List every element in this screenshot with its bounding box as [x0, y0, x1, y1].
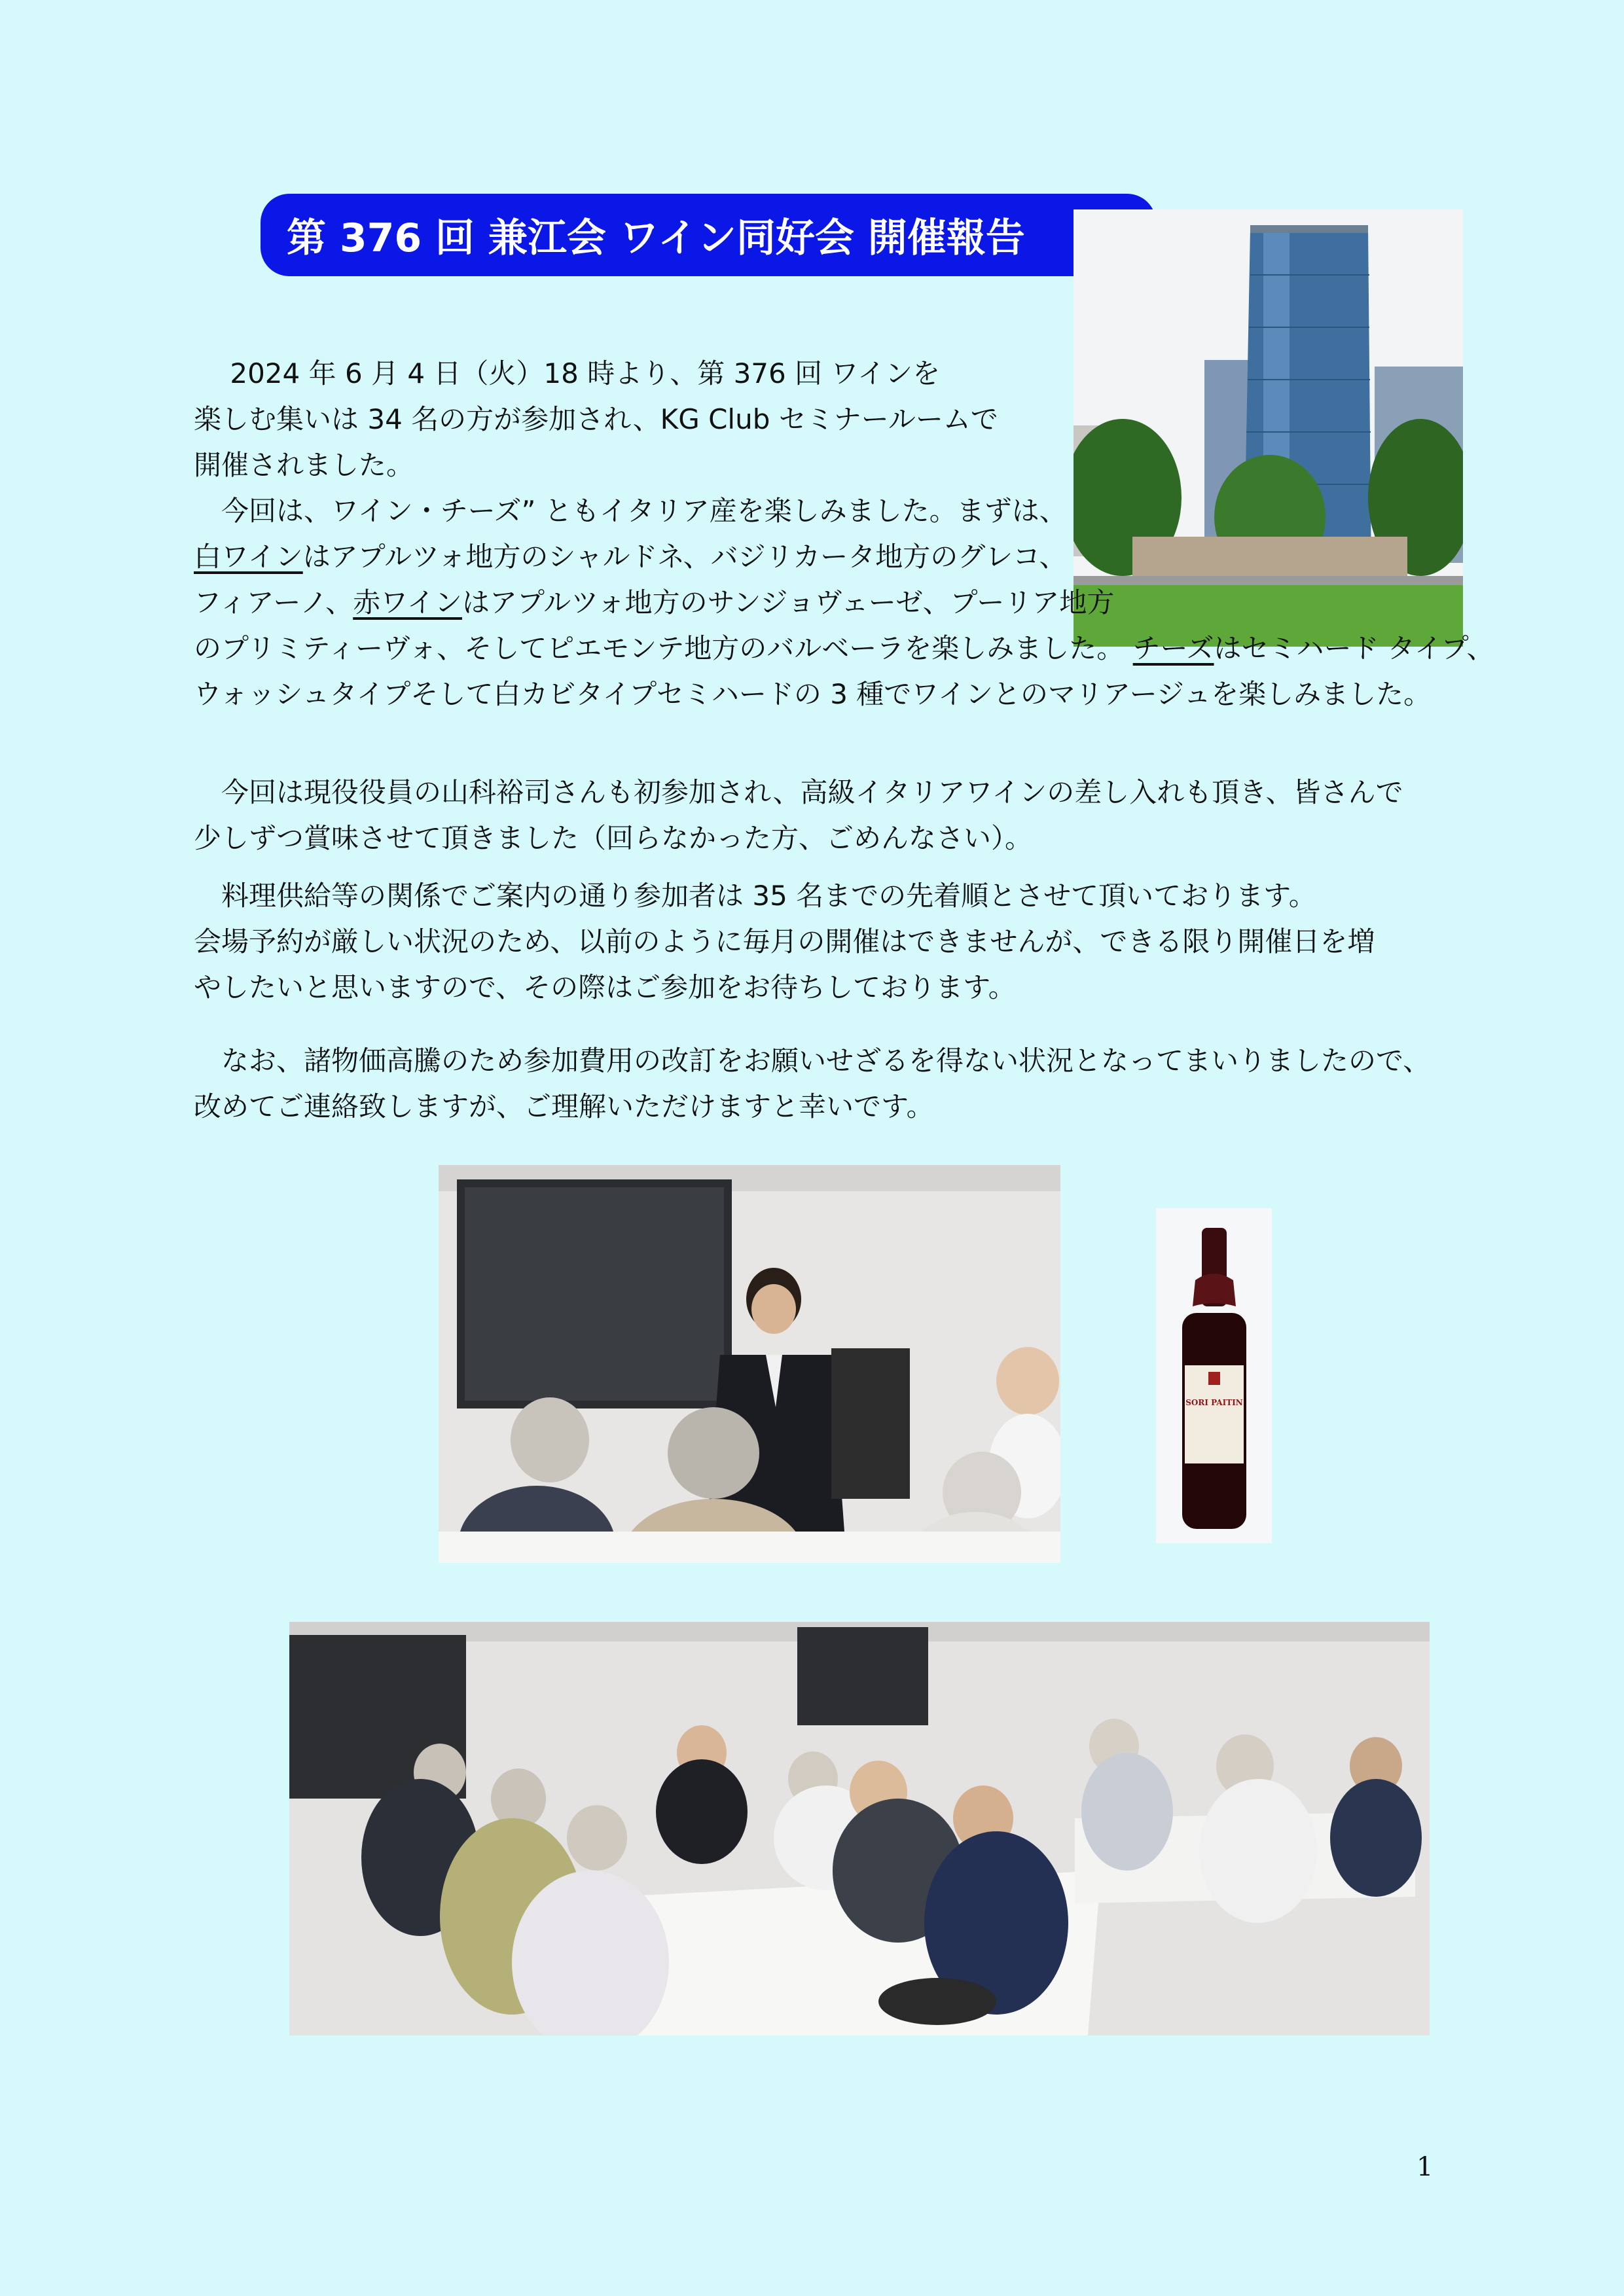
- text-segment: はアプルツォ地方のサンジョヴェーゼ、プーリア地方: [461, 586, 1115, 619]
- text-line: 楽しむ集いは 34 名の方が参加され、KG Club セミナールームで: [194, 403, 998, 435]
- dinner-photo: [289, 1622, 1430, 2036]
- wine-cheese-paragraph: [194, 488, 1494, 717]
- text-segment: のプリミティーヴォ、そしてピエモンテ地方のバルベーラを楽しみました。: [194, 632, 1133, 664]
- text-line: [194, 626, 1494, 672]
- text-line: やしたいと思いますので、その際はご参加をお待ちしております。: [194, 971, 1016, 1003]
- text-line: 料理供給等の関係でご案内の通り参加者は 35 名までの先着順とさせて頂いております。: [194, 880, 1316, 912]
- fee-paragraph: [194, 1038, 1430, 1130]
- page-title: [261, 194, 1156, 276]
- white-wine-term: 白ワイン: [194, 541, 303, 573]
- cheese-term: チーズ: [1132, 632, 1214, 664]
- text-segment: はアプルツォ地方のシャルドネ、バジリカータ地方のグレコ、: [302, 541, 1067, 573]
- text-line: 開催されました。: [194, 449, 414, 481]
- text-line: ウォッシュタイプそして白カビタイプセミハードの 3 種でワインとのマリアージュを楽しみました。: [194, 678, 1432, 710]
- intro-paragraph: [194, 351, 998, 488]
- text-line: 少しずつ賞味させて頂きました（回らなかった方、ごめんなさい）。: [194, 822, 1033, 854]
- text-line: 会場予約が厳しい状況のため、以前のように毎月の開催はできませんが、できる限り開催日を増: [194, 925, 1375, 958]
- text-segment: はセミハード タイプ、: [1214, 632, 1494, 664]
- text-line: 今回は現役役員の山科裕司さんも初参加され、高級イタリアワインの差し入れも頂き、皆さんで: [194, 776, 1403, 808]
- text-line: [194, 534, 1494, 580]
- text-segment: フィアーノ、: [194, 586, 353, 619]
- reservation-paragraph: [194, 873, 1375, 1011]
- red-wine-term: 赤ワイン: [353, 586, 462, 619]
- wine-label-text: SORI PAITIN: [1185, 1398, 1243, 1407]
- text-line: 今回は、ワイン・チーズ” ともイタリア産を楽しみました。まずは、: [194, 495, 1067, 527]
- guest-paragraph: [194, 770, 1403, 861]
- text-line: 2024 年 6 月 4 日（火）18 時より、第 376 回 ワインを: [194, 357, 941, 389]
- text-line: なお、諸物価高騰のため参加費用の改訂をお願いせざるを得ない状況となってまいりましたので、: [194, 1045, 1431, 1077]
- wine-bottle-photo: [1156, 1208, 1272, 1543]
- speaker-photo: [439, 1165, 1060, 1563]
- page-title-text: 第 376 回 兼江会 ワイン同好会 開催報告: [287, 215, 1025, 261]
- page-number: 1: [1416, 2152, 1434, 2182]
- text-line: 改めてご連絡致しますが、ご理解いただけますと幸いです。: [194, 1090, 934, 1122]
- text-line: [194, 580, 1494, 626]
